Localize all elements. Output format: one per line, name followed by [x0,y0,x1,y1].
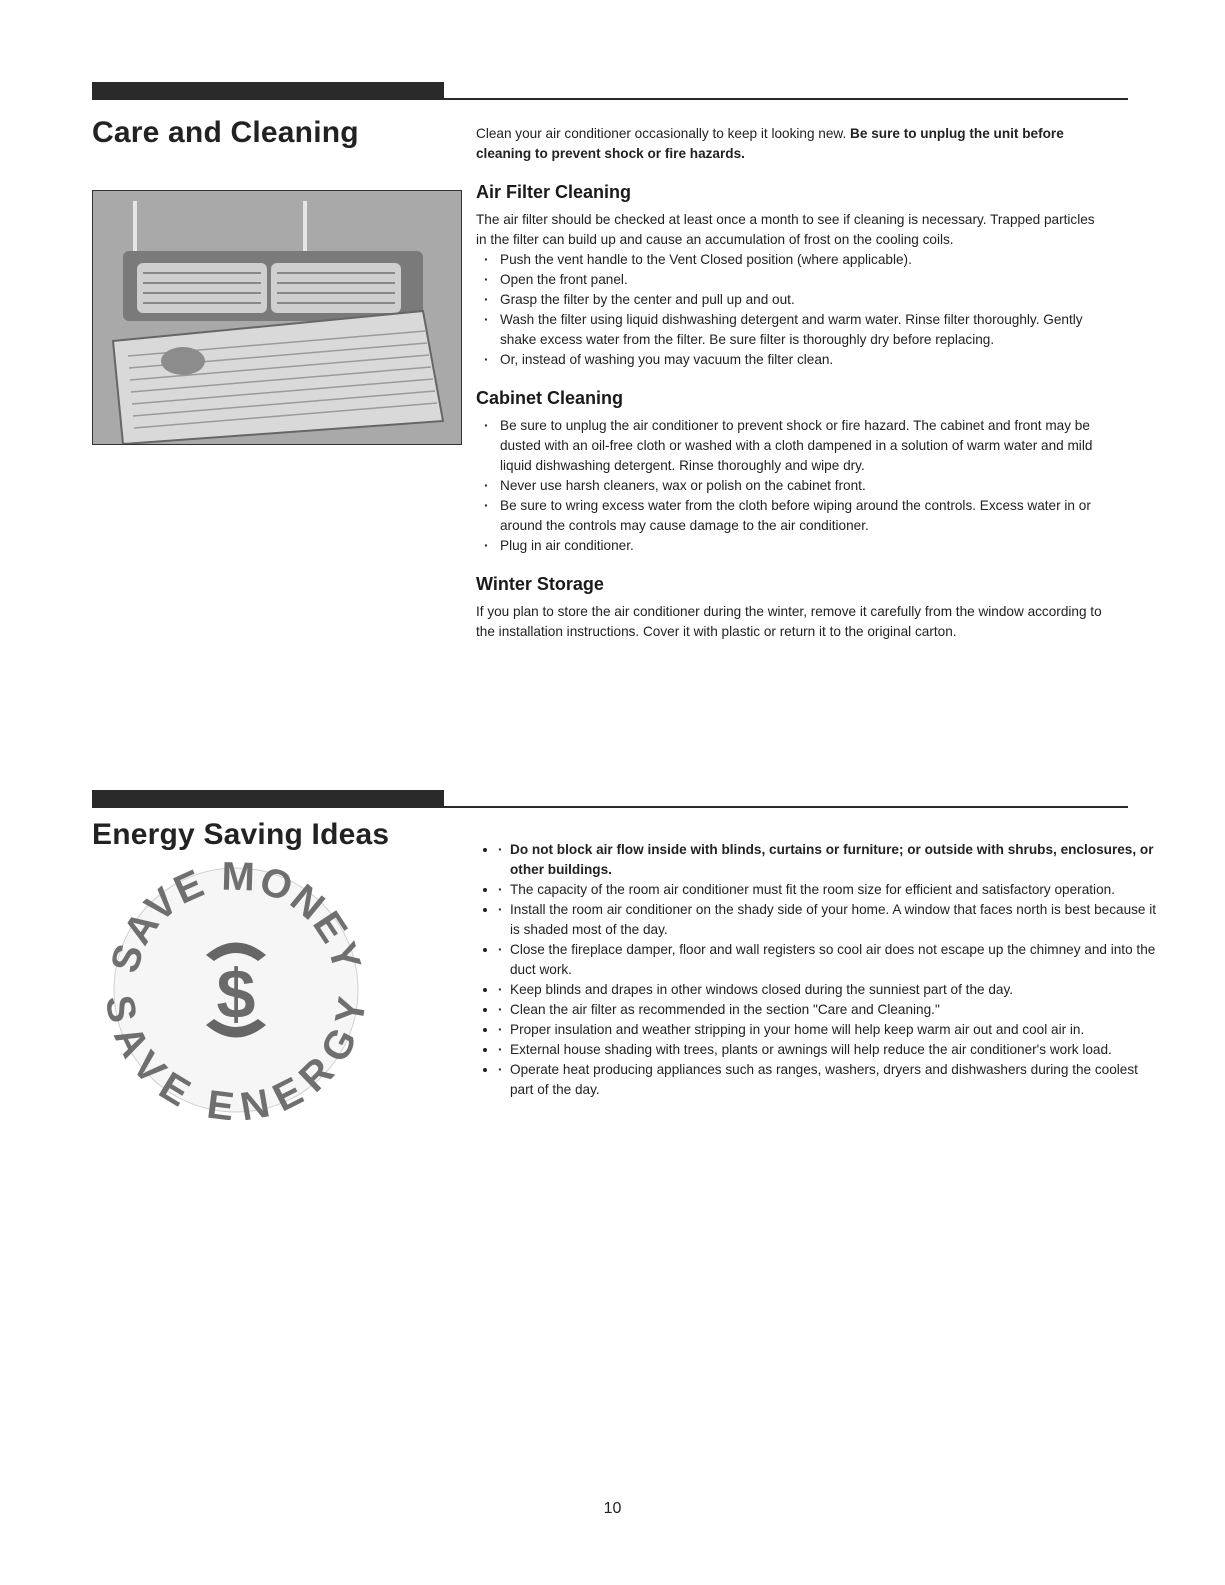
rule-bar [92,82,444,100]
list-item: · • External house shading with trees, plants or awnings will help reduce the air conditioner's work load. [498,1040,1158,1060]
air-conditioner-photo [92,190,462,445]
air-filter-heading: Air Filter Cleaning [476,182,632,202]
list-item: · Never use harsh cleaners, wax or polish on the cabinet front. [476,476,1104,496]
list-item: · Open the front panel. [476,270,1104,290]
dollar-arrows-icon [106,860,366,1120]
cabinet-steps [476,416,1104,556]
page-number: 10 [603,1500,622,1517]
list-item: · • Clean the air filter as recommended in the section "Care and Cleaning." [498,1000,1158,1020]
intro-warning: Be sure to unplug the unit before cleaning to prevent shock or fire hazards. [476,126,1064,161]
badge-bottom-text: AVE ENERG [106,1019,366,1120]
badge-top-text: SAVE MONEY [106,860,366,978]
energy-tips-list [458,840,1158,1100]
rule-line [444,98,1128,100]
energy-title: Energy Saving Ideas [92,818,390,851]
rule-line [444,806,1128,808]
intro-text: Clean your air conditioner occasionally to keep it looking new. [476,126,851,141]
list-item: · • The capacity of the room air conditioner must fit the room size for efficient and satisfactory operation. [498,880,1158,900]
list-item: · Be sure to wring excess water from the cloth before wiping around the controls. Excess water in or around the controls may cause damage to the air conditioner. [476,496,1104,536]
air-filter-steps [476,250,1104,370]
save-money-energy-badge [106,860,366,1120]
air-filter-text: The air filter should be checked at least once a month to see if cleaning is necessary. Trapped particles in the filter can build up and cause an accumulation of frost on the cooling coils. [476,212,1095,247]
list-item: · • Keep blinds and drapes in other windows closed during the sunniest part of the day. [498,980,1158,1000]
care-intro [476,124,1104,164]
care-column [476,124,1104,642]
care-title: Care and Cleaning [92,116,359,149]
list-item: · • Proper insulation and weather stripping in your home will help keep warm air out and cool air in. [498,1020,1158,1040]
list-item: · • Install the room air conditioner on the shady side of your home. A window that faces north is best because it is shaded most of the day. [498,900,1158,940]
winter-text: If you plan to store the air conditioner during the winter, remove it carefully from the window according to the installation instructions. Cover it with plastic or return it to the original carton. [476,604,1102,639]
air-conditioner-illustration [93,191,461,444]
list-item: · Plug in air conditioner. [476,536,1104,556]
list-item: · Be sure to unplug the air conditioner to prevent shock or fire hazard. The cabinet and front may be dusted with an oil-free cloth or washed with a cloth dampened in a solution of warm water and mild liquid dishwashing detergent. Rinse thoroughly and wipe dry. [476,416,1104,476]
svg-text:$: $ [216,955,256,1033]
rule-bar [92,790,444,808]
list-item: · Or, instead of washing you may vacuum the filter clean. [476,350,1104,370]
list-item: · Grasp the filter by the center and pull up and out. [476,290,1104,310]
list-item: · Wash the filter using liquid dishwashing detergent and warm water. Rinse filter thoroughly. Gently shake excess water from the filter. Be sure filter is thoroughly dry before replacing. [476,310,1104,350]
list-item: · Push the vent handle to the Vent Closed position (where applicable). [476,250,1104,270]
list-item: · • Do not block air flow inside with blinds, curtains or furniture; or outside with shrubs, enclosures, or other buildings. [498,840,1158,880]
section-rule-care [92,82,1128,100]
section-rule-energy [92,790,1128,808]
winter-heading: Winter Storage [476,574,604,594]
list-item: · • Close the fireplace damper, floor and wall registers so cool air does not escape up the chimney and into the duct work. [498,940,1158,980]
list-item: · • Operate heat producing appliances such as ranges, washers, dryers and dishwashers during the coolest part of the day. [498,1060,1158,1100]
cabinet-heading: Cabinet Cleaning [476,388,624,408]
